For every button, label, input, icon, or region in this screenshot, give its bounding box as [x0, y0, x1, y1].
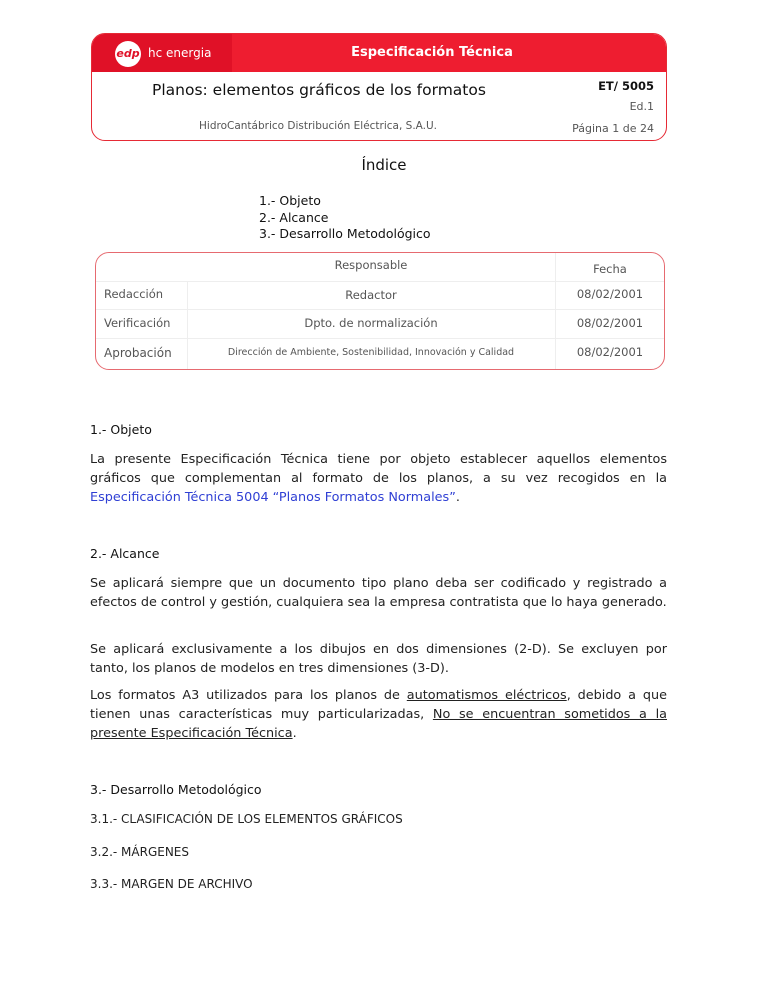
approval-table [95, 252, 665, 370]
index-title: Índice [361, 156, 407, 174]
subsection-clasificacion: 3.1.- CLASIFICACIÓN DE LOS ELEMENTOS GRÁFICOS [90, 812, 403, 826]
alcance-text-end: . [292, 726, 297, 741]
index-list [259, 193, 431, 243]
index-item: 1.- Objeto [259, 193, 321, 208]
edp-logo-icon: edp [115, 41, 141, 67]
alcance-text-mid: , debido a que tienen unas características muy particularizadas, [90, 688, 667, 722]
section-heading-alcance: 2.- Alcance [90, 546, 160, 561]
index-item: 2.- Alcance [259, 209, 329, 225]
subsection-margenes: 3.2.- MÁRGENES [90, 845, 189, 859]
section-heading-objeto: 1.- Objeto [90, 422, 152, 437]
row-responsable-redaccion: Redactor [345, 288, 397, 302]
alcance-paragraph-1: Se aplicará siempre que un documento tipo plano deba ser codificado y registrado a efectos de control y gestión, cualquiera sea la empresa contratista que lo haya generado. [90, 576, 667, 610]
header-fecha: Fecha [593, 262, 627, 276]
subsection-margen-archivo: 3.3.- MARGEN DE ARCHIVO [90, 877, 253, 891]
row-label-verificacion: Verificación [104, 316, 171, 330]
row-fecha-verificacion: 08/02/2001 [576, 316, 644, 330]
document-edition: Ed.1 [629, 100, 654, 113]
header-responsable: Responsable [334, 258, 408, 272]
index-item: 3.- Desarrollo Metodológico [259, 226, 431, 241]
document-title: Planos: elementos gráficos de los formatos [152, 81, 486, 99]
company-name: HidroCantábrico Distribución Eléctrica, S.A.U. [199, 120, 438, 132]
document-header [91, 33, 667, 141]
section-heading-desarrollo: 3.- Desarrollo Metodológico [90, 782, 262, 797]
logo-text: hc energia [148, 46, 212, 60]
page-number: Página 1 de 24 [572, 122, 654, 135]
spec-5004-link[interactable]: Especificación Técnica 5004 “Planos Formatos Normales” [90, 490, 456, 505]
alcance-paragraph-2: Se aplicará exclusivamente a los dibujos en dos dimensiones (2-D). Se excluyen por tanto, los planos de modelos en tres dimensiones (3-D). [90, 642, 667, 676]
row-fecha-aprobacion: 08/02/2001 [576, 345, 644, 359]
alcance-paragraph-3 [90, 686, 667, 743]
underlined-text: automatismos eléctricos [406, 688, 567, 703]
row-responsable-verificacion: Dpto. de normalización [304, 316, 438, 330]
objeto-text: La presente Especificación Técnica tiene por objeto establecer aquellos elementos gráficos que complementan al formato de los planos, a su vez recogidos en la [90, 452, 667, 486]
row-label-redaccion: Redacción [104, 287, 164, 301]
spec-label: Especificación Técnica [351, 45, 513, 60]
objeto-text-end: . [455, 490, 460, 505]
row-fecha-redaccion: 08/02/2001 [576, 287, 644, 301]
company-logo [92, 34, 232, 72]
row-responsable-aprobacion: Dirección de Ambiente, Sostenibilidad, Innovación y Calidad [227, 347, 515, 358]
alcance-text: Los formatos A3 utilizados para los planos de [90, 688, 407, 703]
objeto-paragraph [90, 450, 667, 507]
underlined-text-exclusion: No se encuentran sometidos a la presente Especificación Técnica [90, 707, 667, 741]
row-label-aprobacion: Aprobación [104, 346, 172, 360]
document-code: ET/ 5005 [598, 79, 654, 93]
